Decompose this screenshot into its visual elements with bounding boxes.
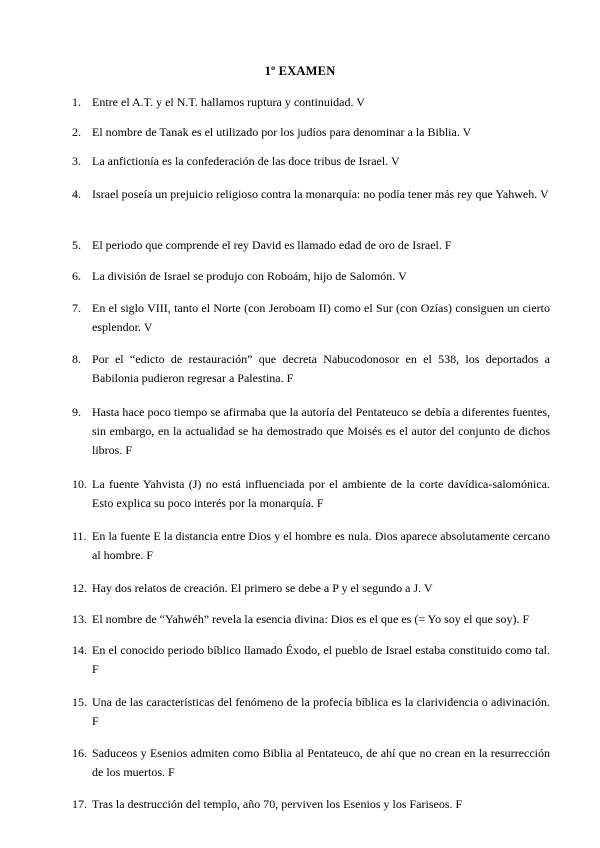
question-item — [72, 475, 550, 513]
question-text: En el conocido periodo bíblico llamado Éxodo, el pueblo de Israel estaba constituido como tal. F — [92, 643, 550, 676]
question-text: La división de Israel se produjo con Roboám, hijo de Salomón. V — [92, 269, 407, 283]
question-item — [72, 579, 550, 598]
question-text: La anfictionía es la confederación de las doce tribus de Israel. V — [92, 154, 400, 168]
question-text: En el siglo VIII, tanto el Norte (con Jeroboam II) como el Sur (con Ozías) consiguen un cierto esplendor. V — [92, 301, 550, 334]
question-number: 8. — [72, 352, 81, 366]
question-text: La fuente Yahvista (J) no está influenciada por el ambiente de la corte davídica-salomónica. Esto explica su poco interés por la monarquía. F — [92, 477, 550, 510]
question-item — [72, 299, 550, 337]
question-item — [72, 610, 550, 629]
question-number: 13. — [72, 612, 87, 626]
question-item — [72, 185, 550, 204]
question-text: Entre el A.T. y el N.T. hallamos ruptura y continuidad. V — [92, 95, 365, 109]
question-number: 7. — [72, 301, 81, 315]
question-item — [72, 93, 550, 112]
question-item — [72, 693, 550, 731]
question-item — [72, 527, 550, 565]
question-number: 11. — [72, 529, 87, 543]
question-item — [72, 350, 550, 388]
question-number: 5. — [72, 238, 81, 252]
question-number: 3. — [72, 154, 81, 168]
question-text: Hasta hace poco tiempo se afirmaba que la autoría del Pentateuco se debía a diferentes fuentes, sin embargo, en la actualidad se ha demostrado que Moisés es el autor del conjunto de dichos libros. F — [92, 405, 550, 457]
exam-title: 1º EXAMEN — [264, 64, 336, 78]
question-number: 4. — [72, 187, 81, 201]
question-number: 6. — [72, 269, 81, 283]
question-number: 2. — [72, 125, 81, 139]
question-item — [72, 123, 550, 142]
question-item — [72, 236, 550, 255]
question-number: 15. — [72, 695, 87, 709]
question-number: 1. — [72, 95, 81, 109]
question-number: 14. — [72, 643, 87, 657]
question-text: Una de las características del fenómeno de la profecía bíblica es la clarividencia o adivinación. F — [92, 695, 550, 728]
question-number: 12. — [72, 581, 87, 595]
question-text: En la fuente E la distancia entre Dios y el hombre es nula. Dios aparece absolutamente cercano al hombre. F — [92, 529, 550, 562]
question-item — [72, 267, 550, 286]
question-number: 10. — [72, 477, 87, 491]
question-text: El nombre de “Yahwéh” revela la esencia divina: Dios es el que es (= Yo soy el que soy). F — [92, 612, 530, 626]
question-text: El nombre de Tanak es el utilizado por los judíos para denominar a la Biblia. V — [92, 125, 472, 139]
question-item — [72, 744, 550, 782]
question-text: El periodo que comprende el rey David es llamado edad de oro de Israel. F — [92, 238, 452, 252]
question-item — [72, 641, 550, 679]
question-item — [72, 152, 550, 171]
question-item — [72, 795, 550, 814]
question-text: Por el “edicto de restauración” que decreta Nabucodonosor en el 538, los deportados a Babilonia pudieron regresar a Palestina. F — [92, 352, 550, 385]
question-text: Hay dos relatos de creación. El primero se debe a P y el segundo a J. V — [92, 581, 433, 595]
question-number: 17. — [72, 797, 87, 811]
question-text: Israel poseía un prejuicio religioso contra la monarquía: no podía tener más rey que Yahweh. V — [92, 187, 549, 201]
question-text: Saduceos y Esenios admiten como Biblia al Pentateuco, de ahí que no crean en la resurrección de los muertos. F — [92, 746, 550, 779]
question-text: Tras la destrucción del templo, año 70, perviven los Esenios y los Fariseos. F — [92, 797, 463, 811]
question-item — [72, 403, 550, 460]
question-number: 16. — [72, 746, 87, 760]
question-number: 9. — [72, 405, 81, 419]
